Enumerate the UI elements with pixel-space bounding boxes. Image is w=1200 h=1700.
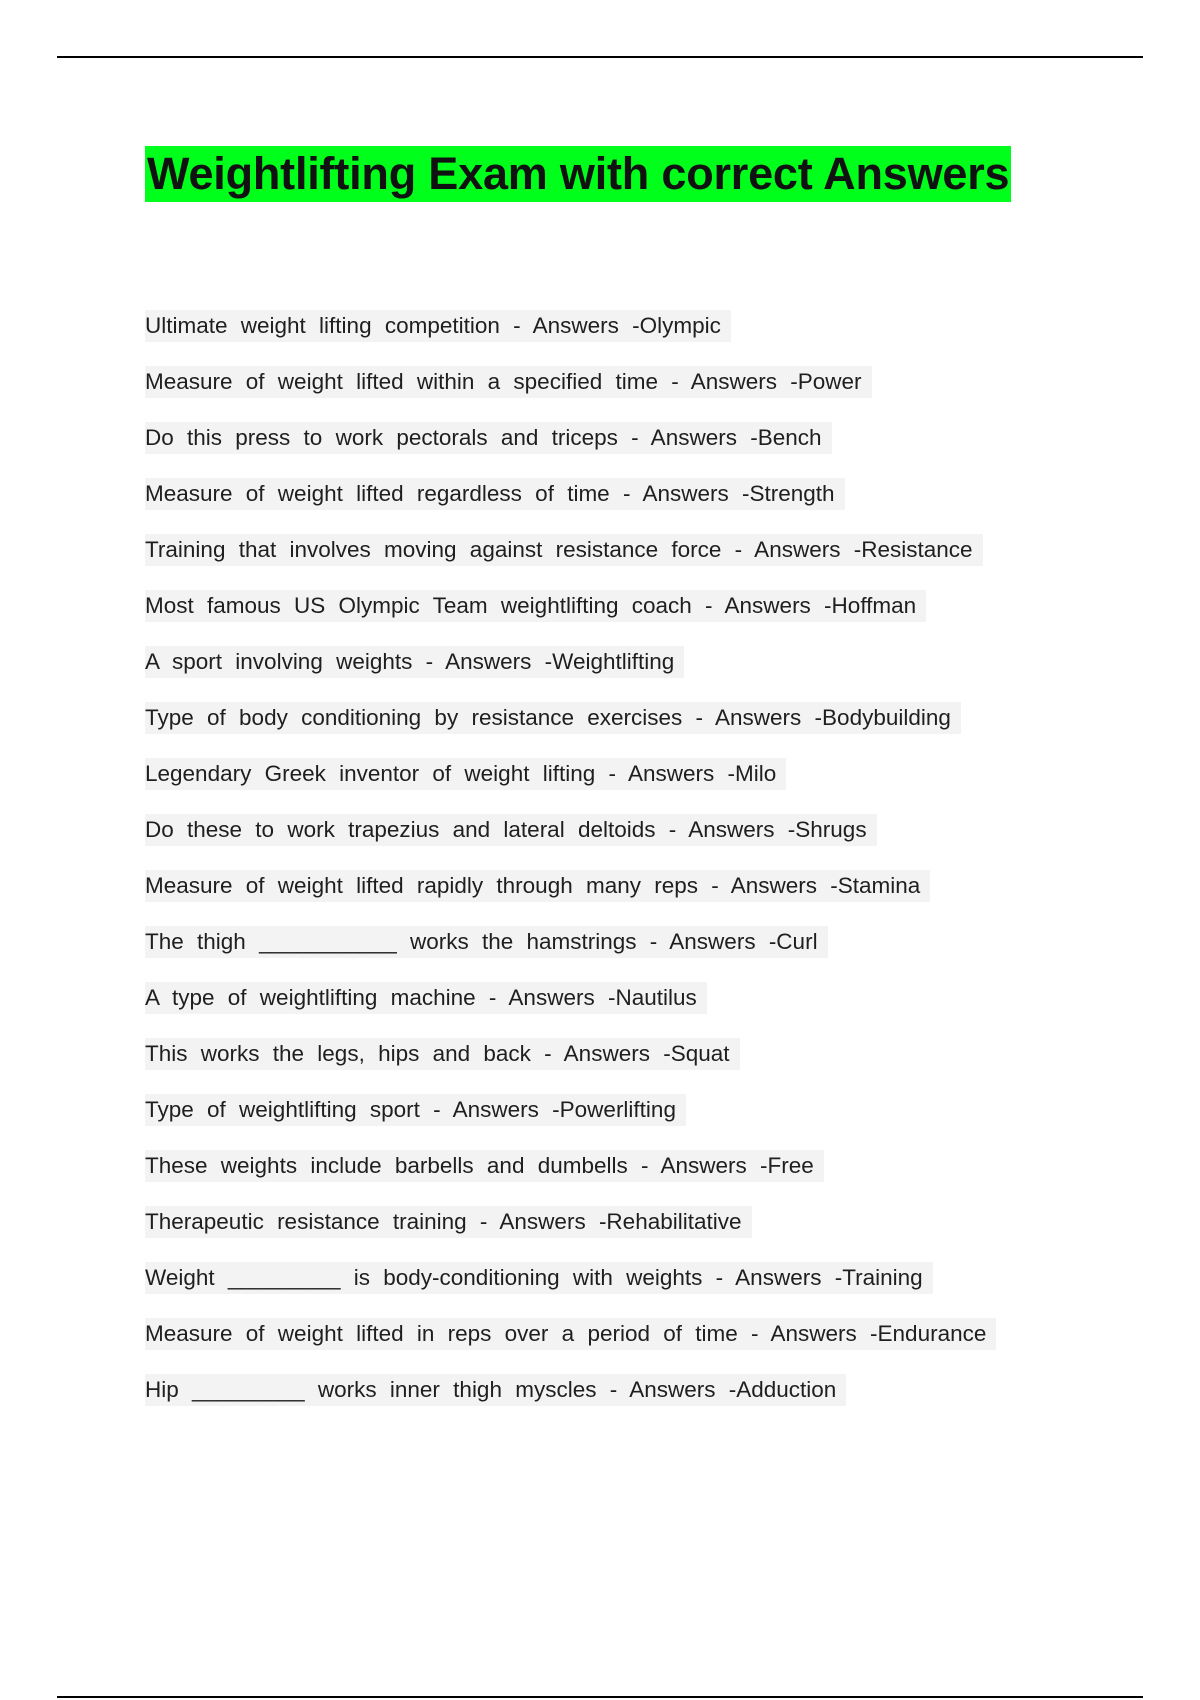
list-item — [145, 870, 1085, 926]
page-title: Weightlifting Exam with correct Answers — [145, 146, 1011, 202]
list-item — [145, 366, 1085, 422]
qa-text: Therapeutic resistance training - Answers -Rehabilitative — [145, 1206, 752, 1238]
list-item — [145, 1374, 1085, 1430]
qa-text: Measure of weight lifted in reps over a period of time - Answers -Endurance — [145, 1318, 996, 1350]
list-item — [145, 926, 1085, 982]
list-item — [145, 478, 1085, 534]
qa-text: Most famous US Olympic Team weightlifting coach - Answers -Hoffman — [145, 590, 926, 622]
qa-text: Measure of weight lifted rapidly through many reps - Answers -Stamina — [145, 870, 930, 902]
qa-text: Type of body conditioning by resistance exercises - Answers -Bodybuilding — [145, 702, 961, 734]
list-item — [145, 1206, 1085, 1262]
title-block — [145, 146, 1011, 202]
qa-text: Type of weightlifting sport - Answers -Powerlifting — [145, 1094, 686, 1126]
list-item — [145, 1038, 1085, 1094]
list-item — [145, 590, 1085, 646]
list-item — [145, 646, 1085, 702]
qa-text: Do these to work trapezius and lateral deltoids - Answers -Shrugs — [145, 814, 877, 846]
qa-text: Training that involves moving against resistance force - Answers -Resistance — [145, 534, 983, 566]
qa-text: Measure of weight lifted within a specified time - Answers -Power — [145, 366, 872, 398]
list-item — [145, 982, 1085, 1038]
list-item — [145, 422, 1085, 478]
qa-text: These weights include barbells and dumbells - Answers -Free — [145, 1150, 824, 1182]
list-item — [145, 1262, 1085, 1318]
list-item — [145, 534, 1085, 590]
qa-text: The thigh ___________ works the hamstrings - Answers -Curl — [145, 926, 828, 958]
list-item — [145, 702, 1085, 758]
list-item — [145, 1150, 1085, 1206]
qa-text: Hip _________ works inner thigh myscles - Answers -Adduction — [145, 1374, 846, 1406]
list-item — [145, 758, 1085, 814]
list-item — [145, 814, 1085, 870]
qa-text: Weight _________ is body-conditioning with weights - Answers -Training — [145, 1262, 933, 1294]
bottom-rule — [57, 1696, 1143, 1698]
top-rule — [57, 56, 1143, 58]
question-answer-list — [145, 310, 1085, 1430]
qa-text: A type of weightlifting machine - Answers -Nautilus — [145, 982, 707, 1014]
list-item — [145, 1094, 1085, 1150]
list-item — [145, 310, 1085, 366]
qa-text: Ultimate weight lifting competition - Answers -Olympic — [145, 310, 731, 342]
list-item — [145, 1318, 1085, 1374]
qa-text: A sport involving weights - Answers -Weightlifting — [145, 646, 684, 678]
qa-text: This works the legs, hips and back - Answers -Squat — [145, 1038, 740, 1070]
qa-text: Do this press to work pectorals and triceps - Answers -Bench — [145, 422, 832, 454]
qa-text: Legendary Greek inventor of weight lifting - Answers -Milo — [145, 758, 786, 790]
qa-text: Measure of weight lifted regardless of time - Answers -Strength — [145, 478, 845, 510]
